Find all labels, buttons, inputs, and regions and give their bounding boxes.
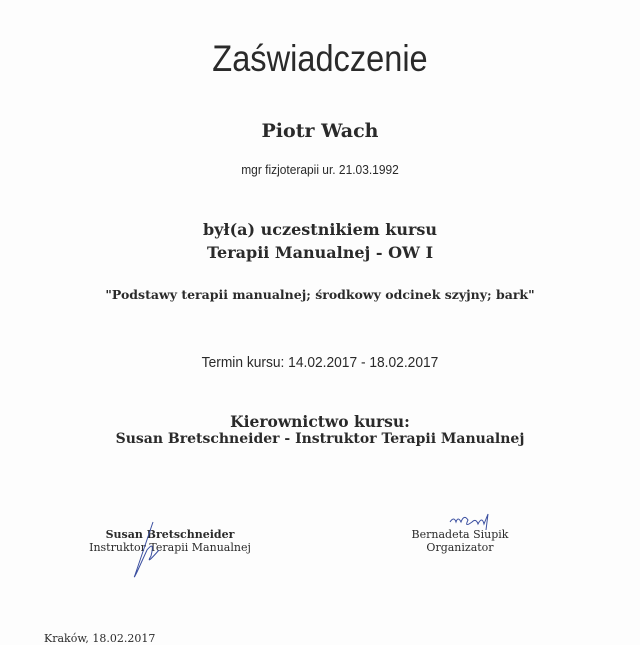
course-line-1: był(a) uczestnikiem kursu: [202, 220, 438, 239]
handwritten-signature-instructor: [125, 520, 170, 580]
signature-block-instructor: [80, 528, 260, 554]
place-and-date: Kraków, 18.02.2017: [44, 632, 156, 645]
course-term: Termin kursu: 14.02.2017 - 18.02.2017: [201, 355, 439, 371]
course-line-2: Terapii Manualnej - OW I: [206, 243, 434, 262]
participant-details: mgr fizjoterapii ur. 21.03.1992: [241, 162, 399, 177]
handwritten-signature-organizer: [448, 512, 493, 534]
course-topic: "Podstawy terapii manualnej; środkowy odcinek szyjny; bark": [105, 287, 535, 302]
signatory-role: Instruktor Terapii Manualnej: [89, 541, 251, 554]
participant-name: Piotr Wach: [261, 120, 379, 142]
management-person: Susan Bretschneider - Instruktor Terapii Manualnej: [115, 431, 525, 447]
document-title: Zaświadczenie: [212, 38, 428, 79]
signatory-name: Susan Bretschneider: [105, 528, 235, 541]
signatory-role: Organizator: [426, 541, 494, 554]
signatory-name: Bernadeta Siupik: [411, 528, 509, 541]
management-heading: Kierownictwo kursu:: [230, 412, 410, 431]
